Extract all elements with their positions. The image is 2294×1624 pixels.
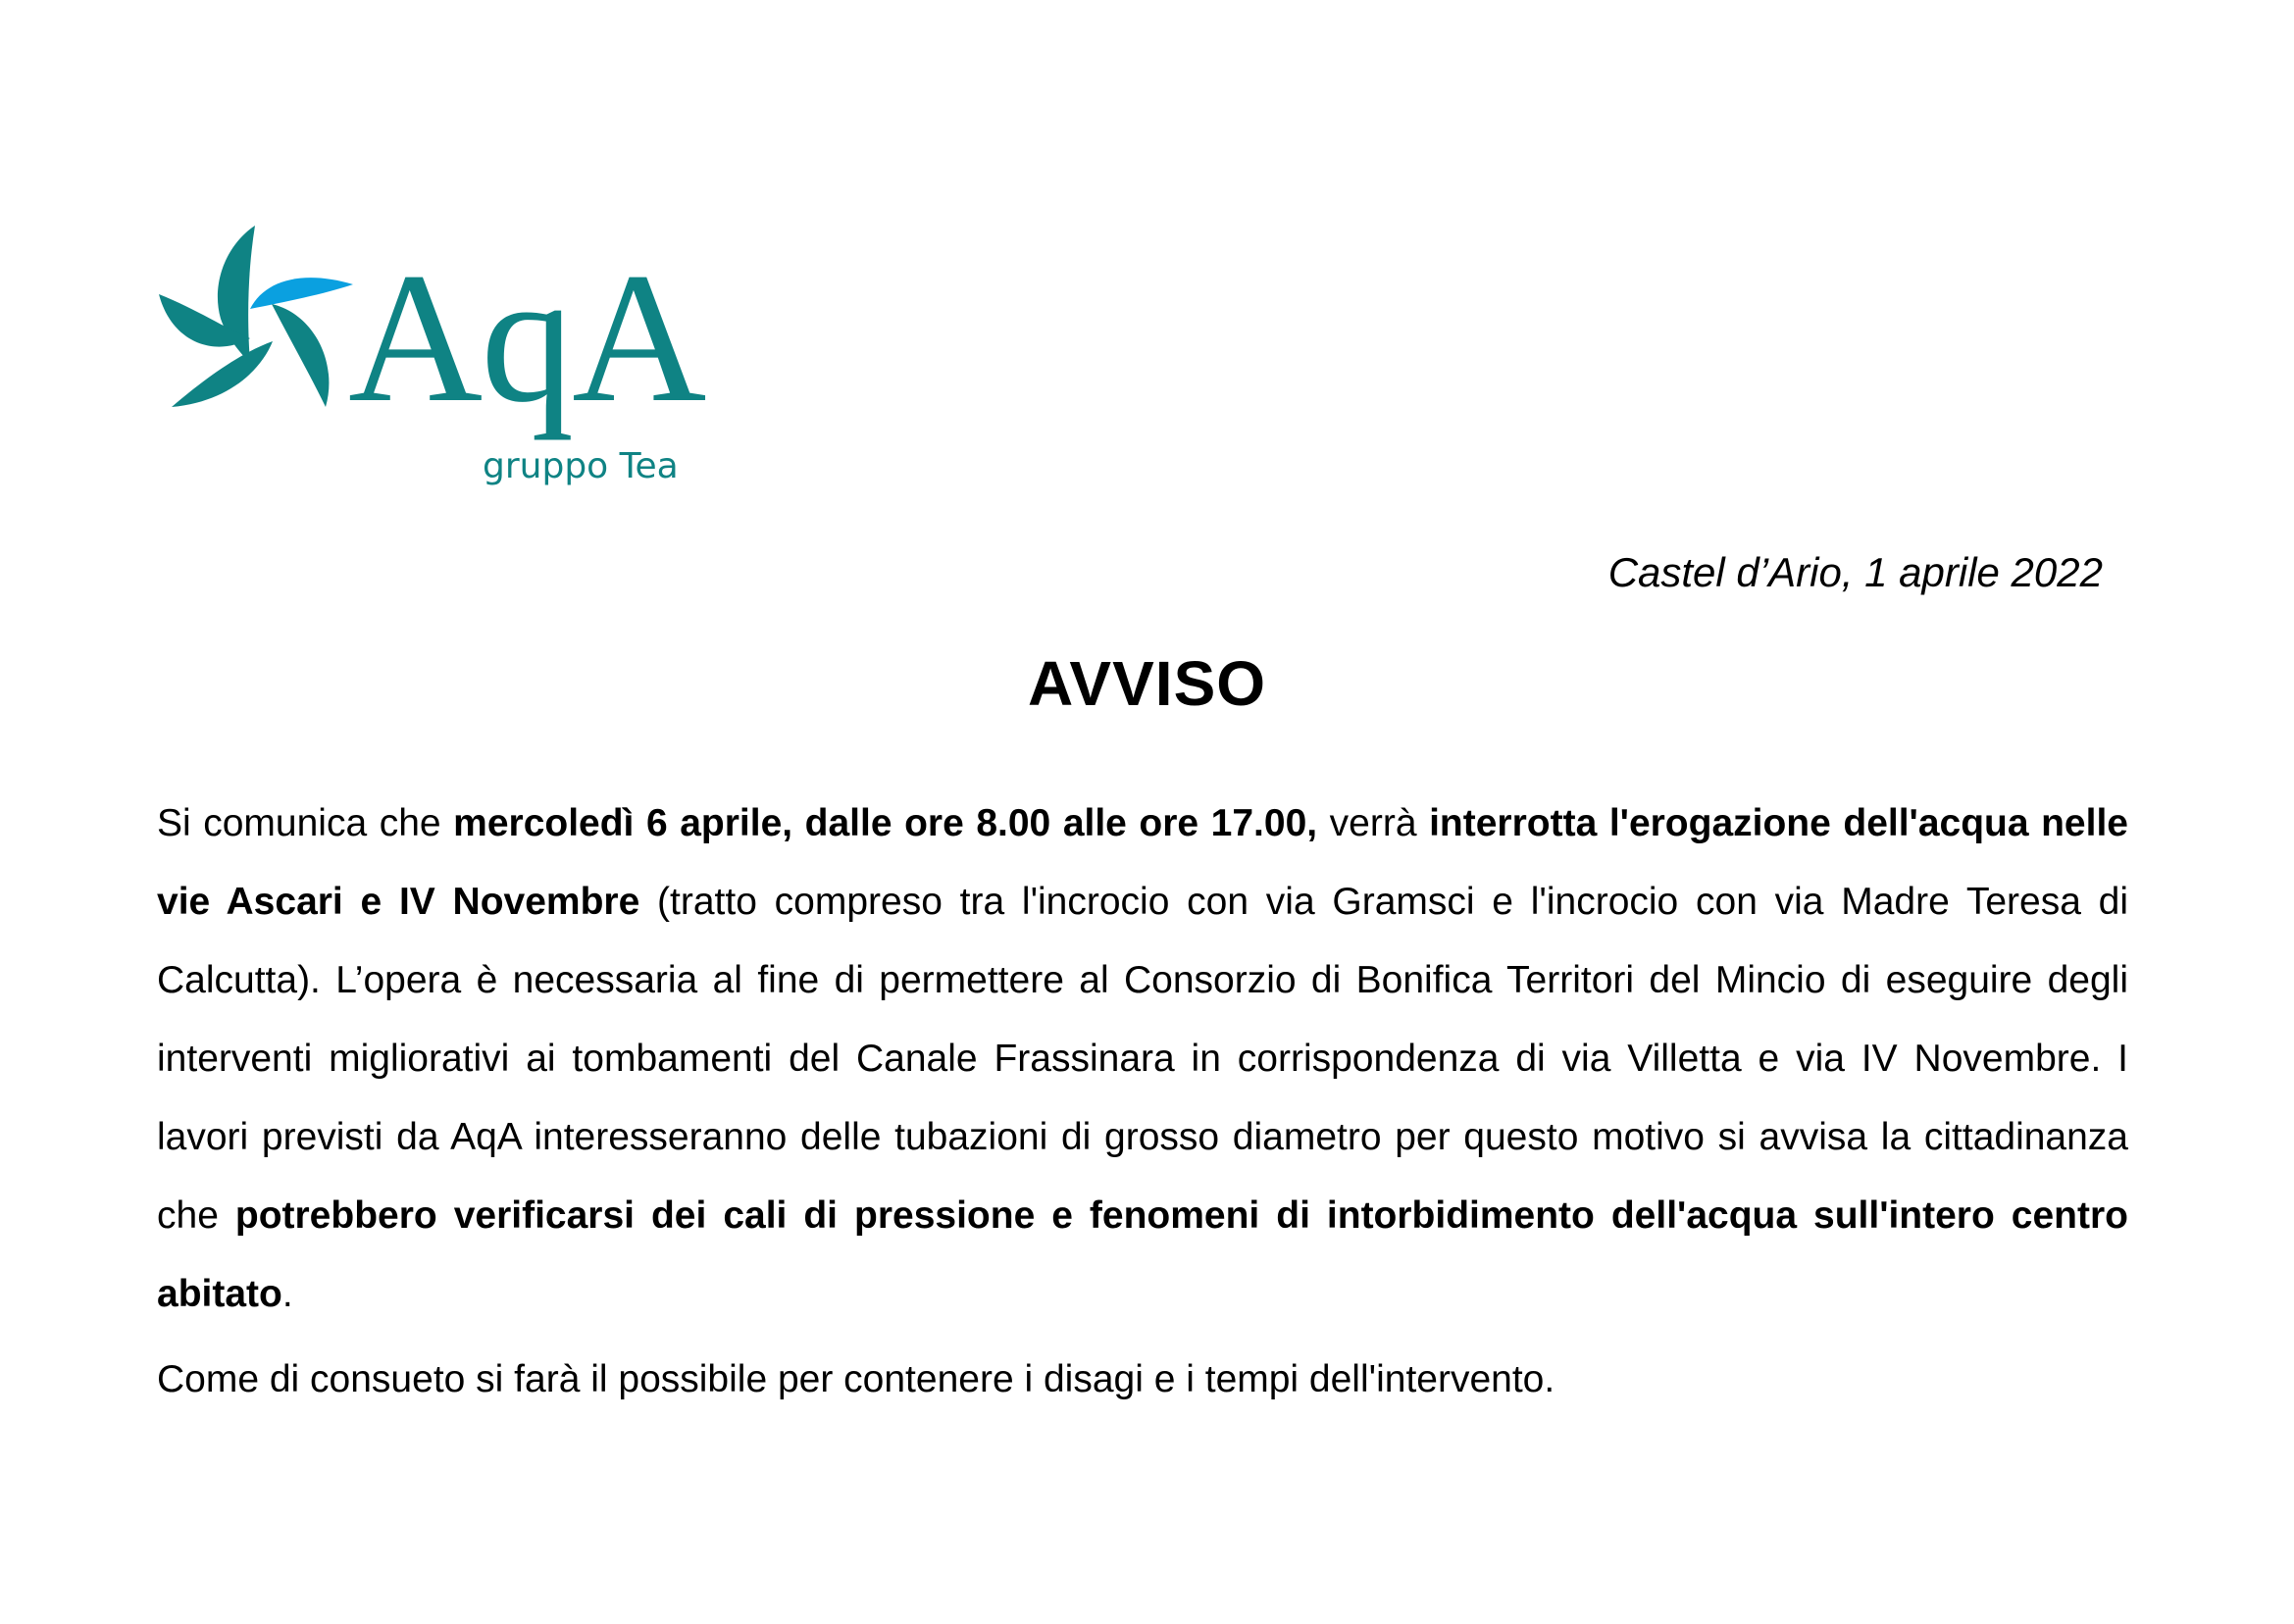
body-text: (tratto compreso tra l'incrocio con via Gramsci e l'incrocio con via Madre Teresa di Calcutta). L’opera è necessaria al fine di permettere al Consorzio di Bonifica Territori del Mincio di eseguire degli interventi migliorativi ai tombamenti del Canale Frassinara in corrispondenza di via Villetta e via IV Novembre. I lavori previsti da AqA interesseranno delle tubazioni di grosso diametro per questo motivo si avvisa la cittadinanza che	[157, 881, 2128, 1237]
body-text-bold-warning: potrebbero verificarsi dei cali di pressione e fenomeni di intorbidimento dell'acqua sull'intero centro abitato	[157, 1194, 2128, 1315]
body-text: verrà	[1317, 802, 1430, 844]
body-text: .	[281, 1273, 293, 1315]
logo-wordmark: AqA	[348, 235, 705, 441]
aqa-logo	[157, 216, 706, 510]
pinwheel-logo-icon	[157, 216, 358, 412]
notice-title: AVVISO	[1027, 648, 1267, 719]
place-and-date: Castel d’Ario, 1 aprile 2022	[1607, 549, 2103, 595]
body-text-bold-date: mercoledì 6 aprile, dalle ore 8.00 alle ore 17.00,	[453, 802, 1318, 844]
notice-body	[157, 785, 2128, 1334]
logo-subtitle: gruppo Tea	[483, 446, 679, 486]
body-text: Si comunica che	[157, 802, 454, 844]
closing-sentence: Come di consueto si farà il possibile per contenere i disagi e i tempi dell'intervento.	[157, 1358, 1555, 1400]
body-text-bold-interruption: interrotta l'erogazione dell'acqua nelle vie Ascari e IV Novembre	[157, 802, 2128, 923]
